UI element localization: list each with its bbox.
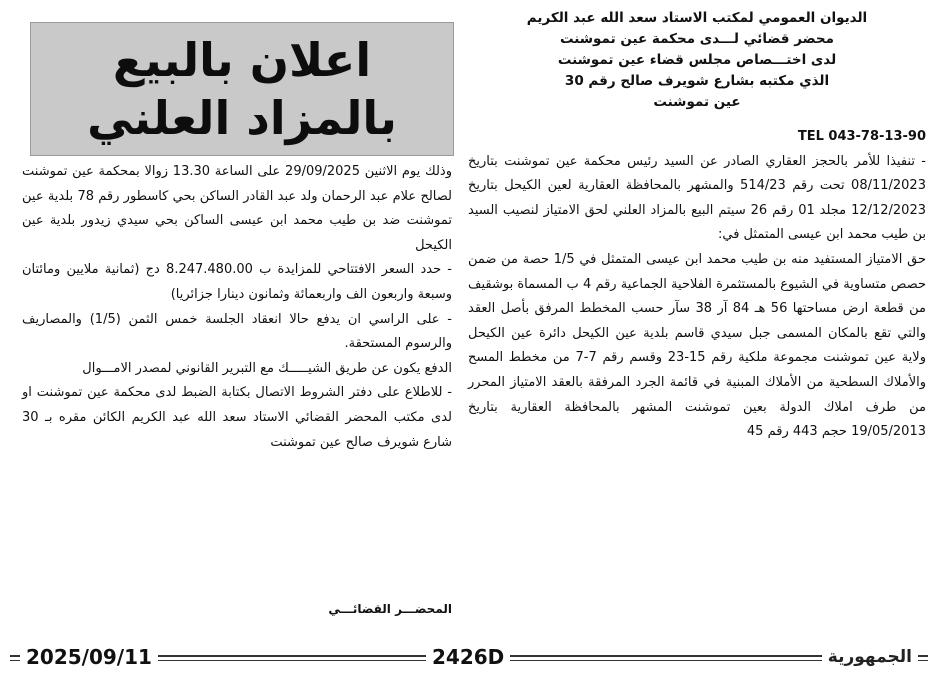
body-paragraph: - حدد السعر الافتتاحي للمزايدة ب 8.247.480.00 دج (ثمانية ملايين ومائتان وسبعة واربعون الف واربعمائة وثمانون دينارا جزائريا) <box>22 262 452 302</box>
office-line: الديوان العمومي لمكتب الاستاد سعد الله عبد الكريم <box>526 10 868 26</box>
body-paragraph: وذلك يوم الاثنين 29/09/2025 على الساعة 13.30 زوالا بمحكمة عين تموشنت لصالح علام عبد الرحمان ولد عبد القادر الساكن بحي كاسطور رقم 78 بلدية عين تموشنت ضد بن طيب محمد ابن عيسى الساكن بحي سيدي زيدور بلدية عين الكيحل <box>22 164 452 253</box>
office-line: الذي مكتبه بشارع شويرف صالح رقم 30 <box>564 73 830 89</box>
body-paragraph: - للاطلاع على دفتر الشروط الاتصال بكتابة الضبط لدى محكمة عين تموشنت او لدى مكتب المحضر القضائي الاستاد سعد الله عبد الكريم الكائن مقره بـ 30 شارع شويرف صالح عين تموشنت <box>22 385 452 450</box>
office-line: عين تموشنت <box>653 94 741 110</box>
title-line-1: اعلان بالبيع <box>112 33 372 87</box>
office-line: لدى اختـــصاص مجلس قضاء عين تموشنت <box>557 52 837 68</box>
publication-date: 2025/09/11 <box>20 644 158 670</box>
announcement-title-box <box>30 22 454 156</box>
body-paragraph: الدفع يكون عن طريق الشيـــــك مع التبرير القانوني لمصدر الامـــوال <box>82 360 452 376</box>
announcement-code: 2426D <box>426 644 510 670</box>
office-header <box>468 8 926 113</box>
body-paragraph: حق الامتياز المستفيد منه بن طيب محمد ابن عيسى المتمثل في 1/5 حصة من ضمن حصص متساوية في الشيوع بالمستثمرة الفلاحية الجماعية رقم 4 ب المسماة بوشقيف من قطعة ارض مساحتها 56 هـ 84 آر 38 سآر حسب المخطط المرفق بأصل العقد والتي تقع بالمكان المسمى جبل سيدي قاسم بلدية عين الكيحل دائرة عين الكيحل ولاية عين تموشنت مجموعة ملكية رقم 15-23 وقسم رقم 7-7 من مخطط المسح والأملاك السطحية من الأملاك المبنية في قائمة الجرد المرفقة بالعقد الامتياز المحرر من طرف املاك الدولة بعين تموشنت المشهر بالمحافظة العقارية بتاريخ 19/05/2013 حجم 443 رقم 45 <box>468 251 926 440</box>
left-column <box>22 160 452 455</box>
right-column <box>468 8 926 445</box>
body-paragraph: - تنفيذا للأمر بالحجز العقاري الصادر عن السيد رئيس محكمة عين تموشنت بتاريخ 08/11/2023 تحت رقم 514/23 والمشهر بالمحافظة العقارية لعين الكيحل بتاريخ 12/12/2023 مجلد 01 رقم 26 سيتم البيع بالمزاد العلني لحق الامتياز لنصيب السيد بن طيب محمد ابن عيسى المتمثل في: <box>468 153 926 243</box>
body-paragraph: - على الراسي ان يدفع حالا انعقاد الجلسة خمس الثمن (1/5) والمصاريف والرسوم المستحقة. <box>22 311 452 352</box>
telephone-number: TEL 043-78-13-90 <box>797 129 926 144</box>
bailiff-signature: المحضـــر القضائـــي <box>328 602 452 616</box>
office-line: محضر قضائي لـــدى محكمة عين تموشنت <box>559 31 835 47</box>
title-line-2: بالمزاد العلني <box>87 91 397 145</box>
newspaper-logo: الجمهورية <box>822 644 918 670</box>
